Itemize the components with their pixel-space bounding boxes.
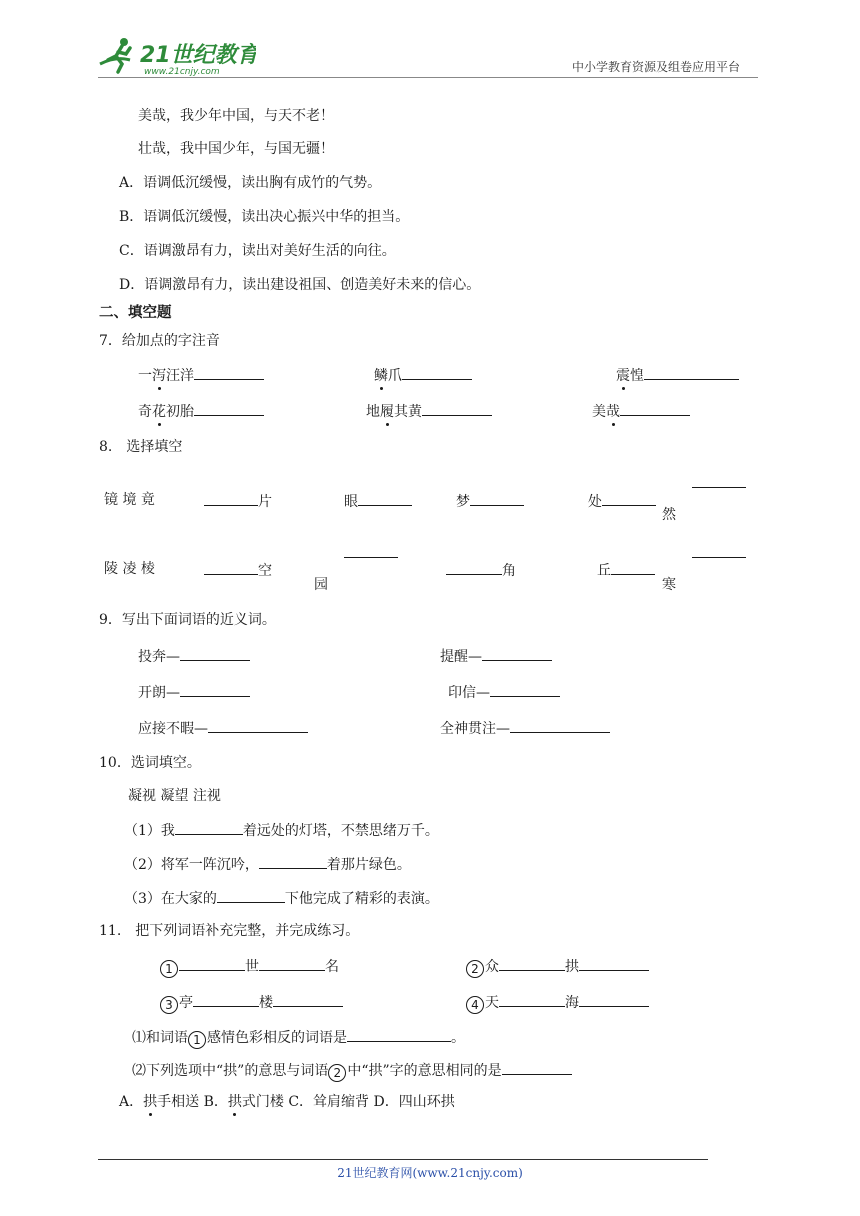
svg-text:www.21cnjy.com: www.21cnjy.com [144, 67, 220, 77]
footer-link[interactable]: 21世纪教育网(www.21cnjy.com) [337, 1166, 523, 1180]
q7-title: 7．给加点的字注音 [99, 333, 220, 349]
q8-fill: 角 [446, 559, 516, 581]
site-name: 中小学教育资源及组卷应用平台 [572, 60, 741, 74]
q9-item: 提醒— [440, 645, 552, 667]
poem-line-1: 美哉，我少年中国，与天不老！ [138, 108, 334, 124]
header-divider [98, 77, 758, 78]
q11-word-2: 2 众 拱 [466, 955, 649, 978]
q8-fill: 梦 [456, 490, 524, 512]
q7-item: 震惶 [616, 364, 739, 386]
q11-options: A．拱手相送 B．拱式门楼 C．耸肩缩背 D．四山环拱 [119, 1094, 455, 1110]
q10-sentence-1: （1）我 着远处的灯塔，不禁思绪万千。 [124, 819, 439, 841]
q9-title: 9．写出下面词语的近义词。 [99, 612, 276, 628]
q10-choices: 凝视 凝望 注视 [128, 788, 221, 804]
q8-word: 园 [314, 577, 328, 593]
q8-fill: 空 [204, 559, 272, 581]
q7-item: 美哉 [592, 400, 690, 422]
q8-fill: 片 [204, 490, 272, 512]
q10-sentence-3: （3）在大家的 下他完成了精彩的表演。 [124, 887, 439, 909]
q8-fill: 眼 [344, 490, 412, 512]
q10-title: 10．选词填空。 [99, 755, 201, 771]
q9-item: 开朗— [138, 681, 250, 703]
q8-title: 8. 选择填空 [99, 439, 183, 455]
q9-item: 全神贯注— [440, 717, 610, 739]
poem-line-2: 壮哉，我中国少年，与国无疆！ [138, 141, 334, 157]
q8-word: 寒 [662, 577, 676, 593]
q7-item: 奇花初胎 [138, 400, 264, 422]
q8-blank-line [344, 557, 398, 558]
option-a: A．语调低沉缓慢，读出胸有成竹的气势。 [119, 175, 382, 191]
option-c: C．语调激昂有力，读出对美好生活的向往。 [119, 243, 396, 259]
q10-sentence-2: （2）将军一阵沉吟， 着那片绿色。 [124, 853, 411, 875]
q7-item: 地履其黄 [366, 400, 492, 422]
svg-text:21世纪教育: 21世纪教育 [140, 43, 256, 68]
q11-word-4: 4 天 海 [466, 991, 649, 1014]
q8-group-2: 陵 凌 棱 [104, 561, 155, 577]
q11-word-3: 3 亭 楼 [160, 991, 343, 1014]
q11-sub-1: ⑴和词语 1 感情色彩相反的词语是 。 [132, 1026, 465, 1049]
q9-item: 投奔— [138, 645, 250, 667]
q7-item: 鳞爪 [374, 364, 472, 386]
footer-divider [98, 1159, 708, 1160]
runner-logo-icon [96, 34, 256, 78]
q8-fill: 丘 [597, 559, 655, 581]
site-logo [96, 34, 256, 78]
q9-item: 应接不暇— [138, 717, 308, 739]
q11-word-1: 1 世 名 [160, 955, 339, 978]
option-b: B．语调低沉缓慢，读出决心振兴中华的担当。 [119, 209, 410, 225]
q7-item: 一泻汪洋 [138, 364, 264, 386]
section-title: 二、填空题 [99, 305, 172, 321]
q9-item: 印信— [448, 681, 560, 703]
q8-blank-line [692, 487, 746, 488]
option-d: D．语调激昂有力，读出建设祖国、创造美好未来的信心。 [119, 277, 481, 293]
q11-title: 11. 把下列词语补充完整，并完成练习。 [99, 923, 360, 939]
q8-fill: 处 [588, 490, 656, 512]
q8-blank-line [692, 557, 746, 558]
q8-word: 然 [662, 507, 676, 523]
q8-group-1: 镜 境 竟 [104, 492, 155, 508]
q11-sub-2: ⑵下列选项中“拱”的意思与词语 2 中“拱”字的意思相同的是 [132, 1059, 572, 1082]
